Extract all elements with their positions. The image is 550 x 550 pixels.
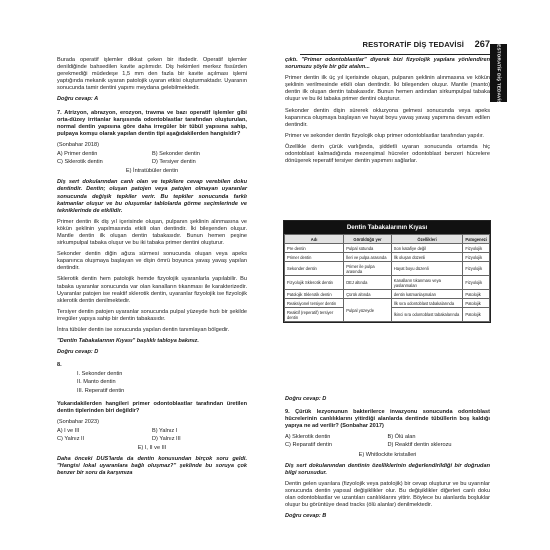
option-c: C) Yalnız II [57,436,85,443]
paragraph: "Dentin Tabakalarının Kıyası" başlıklı tabloya bakınız. [57,338,199,345]
paragraph: çıktı. "Primer odontoblastlar" diyerek bizi fizyolojik yapılara yönlendiren sorumuzu şöyle bir göz atalım... [285,57,490,71]
column-header: Özellikleri [391,235,463,244]
correct-answer: Doğru cevap: D [57,349,99,356]
option-d: D) Tersiyer dentin [152,159,196,166]
table-row [285,276,490,290]
correct-answer: Doğru cevap: A [57,96,99,103]
table-cell: Çürük altında [344,290,392,299]
paragraph: Daha önceki DUS'larda da dentin konusundan birçok soru geldi. "Hangisi lokal uyaranlara bağlı oluşmaz?" şeklinde bu soruya çok benzer bir soru da karşımıza [57,456,247,477]
option-b: B) Sekonder dentin [152,151,200,158]
paragraph: Dentin gelen uyarılara (fizyolojik veya patolojik) bir cevap oluşturur ve bu uyarınlar sonucunda dentin yapısal değişiklikler olur. Bu değişiklikler diğerleri canlı doku olan odontoblastlar ve uzantıları canlılıklarını yitirir. Böylece bu alanlarda boşluklar oluşur bu görüntüye dead tracks (ölü alanlar) denilmektedir. [285,480,490,509]
table-title: Dentin Tabakalarının Kıyası [284,221,490,234]
paragraph: Diş sert dokulanından dentinin özelliklerinin değerlendirildiği bir doğrudan bilgi sorusudur. [285,462,490,476]
list-item: II. Manto dentin [77,379,116,386]
question-source: (Sonbahar 2023) [57,418,99,425]
table-cell: İkinci sıra odontoblast tabakalarında [391,308,463,322]
table-cell: Patolojik [463,299,490,308]
question-source: (Sonbahar 2018) [57,141,99,148]
right-column [285,57,490,169]
option-e: E) I, II ve III [137,445,167,452]
table-cell: Primer ile pulpa arasında [344,262,392,276]
table-cell: Hayat boyu düzenli [391,262,463,276]
table-cell: Fizyolojik [463,276,490,290]
table-row [285,262,490,276]
dentin-comparison-table [283,220,491,323]
table-cell: Pre dentin [285,244,344,253]
option-e: E) İntratübüler dentin [125,168,179,175]
list-item: I. Sekonder dentin [77,371,123,378]
table-row [285,290,490,299]
table-cell: Fizyolojik [463,244,490,253]
column-header: Görüldüğü yer [344,235,392,244]
correct-answer: Doğru cevap: B [285,513,327,520]
option-d: D) Reaktif dentin sklerozu [387,442,452,449]
table-cell: Pulpal yüzeyde [344,299,392,322]
paragraph: Primer dentin ilk diş yıl içerisinde oluşan, pulpanın şeklinin alınmasına ve kökün şeklinin yapılmasında etkili olan dentindir. İki bileşenden oluşur. Mantle dentin ilk oluşan dentin tabakasıdır. Bunun hemen peşine sirkumpulpal tabaka oluşur ve bu iki tabaka primer dentini oluşturur. [57,218,247,247]
column-header: Patogenezi [463,235,490,244]
option-a: A) I ve III [57,427,80,434]
table [284,234,490,322]
table-row [285,253,490,262]
question-9: 9. Çürük lezyonunun bakterilerce invazyonu sonucunda odontoblast hücrelerinin canlılıklarını yitirdiği alanlarda dentinde tübüllerin boş kaldığı yapıya ne ad verilir? (Sonbahar 2017) [285,409,490,430]
option-b: B) Yalnız I [152,427,178,434]
table-cell: dentin katmanlaşmaları [391,290,463,299]
option-c: C) Reparatif dentin [285,442,332,449]
option-a: A) Primer dentin [57,151,98,158]
list-item: III. Reperatif dentin [77,387,125,394]
option-b: B) Ölü alan [387,434,416,441]
paragraph: Sklerotik dentin hem patolojik hemde fizyolojik uyaranlarla yapılabilir. Bu tabaka uyaranlar sonucunda var olan kanalların tıkanması ile karakterizedir. Uyaranlar patojen ise reaktif sklerotik dentin, uyaranlar fizyolojik ise fizyolojik sklerotik dentin denilmektedir. [57,276,247,304]
question-options [285,434,490,449]
table-cell: Sekonder dentin [285,262,344,276]
option-e: E) Whitlockite kristalleri [358,451,417,458]
question-options [57,428,247,443]
paragraph: Primer dentin ilk üç yıl içerisinde oluşan, pulpanın şeklinin alınmasına ve kökün şeklinin verilmesinde etkili olan dentindir. İki bileşenden oluşur. Mantle (manto) dentin ilk oluşan dentin tabakasıdır. Bunun hemen ardından sirkumpulpal tabaka oluşur ve bu iki tabaka primer dentini oluşturur. [285,75,490,103]
question-8-number: 8. [57,362,62,369]
paragraph: Primer ve sekonder dentin fizyolojik olup primer odontoblastlar tarafından yapılır. [285,132,484,139]
page-number: 267 [474,39,490,49]
table-cell: DEJ altında [344,276,392,290]
paragraph: Sekonder dentin diğin ağıza sürmesi sonucunda oluşan veya apeks kapanınca oluşmaya başlayan ve dişin ömrü boyunca yavaş yavaş yapılan dentindir. [57,251,247,272]
table-row [285,244,490,253]
option-c: C) Sklerotik dentin [57,159,103,166]
paragraph: Burada operatif işlemler dikkat çeken bir ifadedir. Operatif işlemler denildiğinde bahsedilen kavite açılımıdır. Diş hekimleri merkez fissürden gerekmediği müdedeşe 1,5 mm den fazla bir kavite açılması işlemi yaptığında mekanik uyaran patolojik uyaran etkisi oluşturmaktadır. Uyaranın sonucunda tamir dentini yapımı meydana gelebilmektedir. [57,57,247,92]
table-cell: Son katafiye değil [391,244,463,253]
table-cell: Kanalların tıkanması veya yaslanmaları [391,276,463,290]
table-cell: Reaktif (reperatif) tersiyer dentin [285,308,344,322]
side-tab-label: RESTORATİF DİŞ TEDAVİSİ [496,40,501,106]
option-d: D) Yalnız III [152,436,181,443]
paragraph: İntra tübüler dentin ise sonucunda yapılan dentin tanımlayan bölgedir. [57,327,230,333]
running-header [300,40,490,55]
table-cell: Primer dentin [285,253,344,262]
paragraph: Diş sert dokularından canlı olan ve tepkilere cevap verebilen doku dentindir. Dentin; oluşan patojen veya patojen olmayan uyaranlar sonucunda değişik tepkiler verir. Bu tepkiler sonucunda farklı katmanlar oluşur ve bu oluşumlar tablolarda görme seçimlerinde ve tekniklerinde de etkilidir. [57,179,247,214]
table-cell: Patolojik Sklerotik dentin [285,290,344,299]
question-list [77,371,247,394]
left-column [57,57,247,482]
paragraph: Sekonder dentin dişin sürerek okluzyona gelmesi sonucunda veya apeks kapanınca oluşmaya başlayan ve hayat boyu yavaş yavaş yapımına devam edilen dentindir. [285,107,490,128]
correct-answer: Doğru cevap: D [285,396,327,402]
question-8: Yukarıdakilerden hangileri primer odontoblastlar tarafından üretilen dentin tiplerinden biri değildir? [57,400,247,414]
table-cell: Patolojik [463,290,490,299]
table-cell: Pulpal sütunda [344,244,392,253]
option-a: A) Sklerotik dentin [285,434,331,441]
question-7: 7. Atrizyon, abrazyon, erozyon, travma ve bazı operatif işlemler gibi orta-düzey irritanlar karşısında odontoblastlar tarafından oluşturulan, normal dentin yapısına göre daha irregüler bir tübül yapısına sahip, pulpaya komşu olarak yapılan dentin tipi aşağıdakilerden hangisidir? [57,109,247,137]
table-cell: Fizyolojik [463,253,490,262]
table-cell: Fizyolojik [463,262,490,276]
paragraph: Tersiyer dentin patojen uyaranlar sonucunda pulpal yüzeyde hızlı bir şekilde irregüler yapıya sahip bir dentin tabakasıdır. [57,308,247,322]
table-cell: Fizyolojik Sklerotik dentin [285,276,344,290]
table-cell: İlk oluşan düzenli [391,253,463,262]
table-cell: Reaksiyonel tersiyer dentin [285,299,344,308]
right-column-lower [285,393,490,526]
chapter-side-tab [490,40,507,106]
question-options [57,151,247,166]
column-header: Adı [285,235,344,244]
header-title: RESTORATİF DİŞ TEDAVİSİ [362,40,464,49]
table-header-row [285,235,490,244]
table-cell: İleri ve pulpa arasında [344,253,392,262]
paragraph: Özellikle derin çürük varlığında, şiddetli uyaran sonucunda ortamda hiç odontoblast kalmadığında mezenşimal hücreler odontoblast benzeri hücrelere dönüşerek reperatif tersiyer dentin yapımını sağlarlar. [285,143,490,165]
table-row [285,299,490,308]
table-cell: İlk sıra odontoblast tabakalarında [391,299,463,308]
table-cell: Patolojik [463,308,490,322]
